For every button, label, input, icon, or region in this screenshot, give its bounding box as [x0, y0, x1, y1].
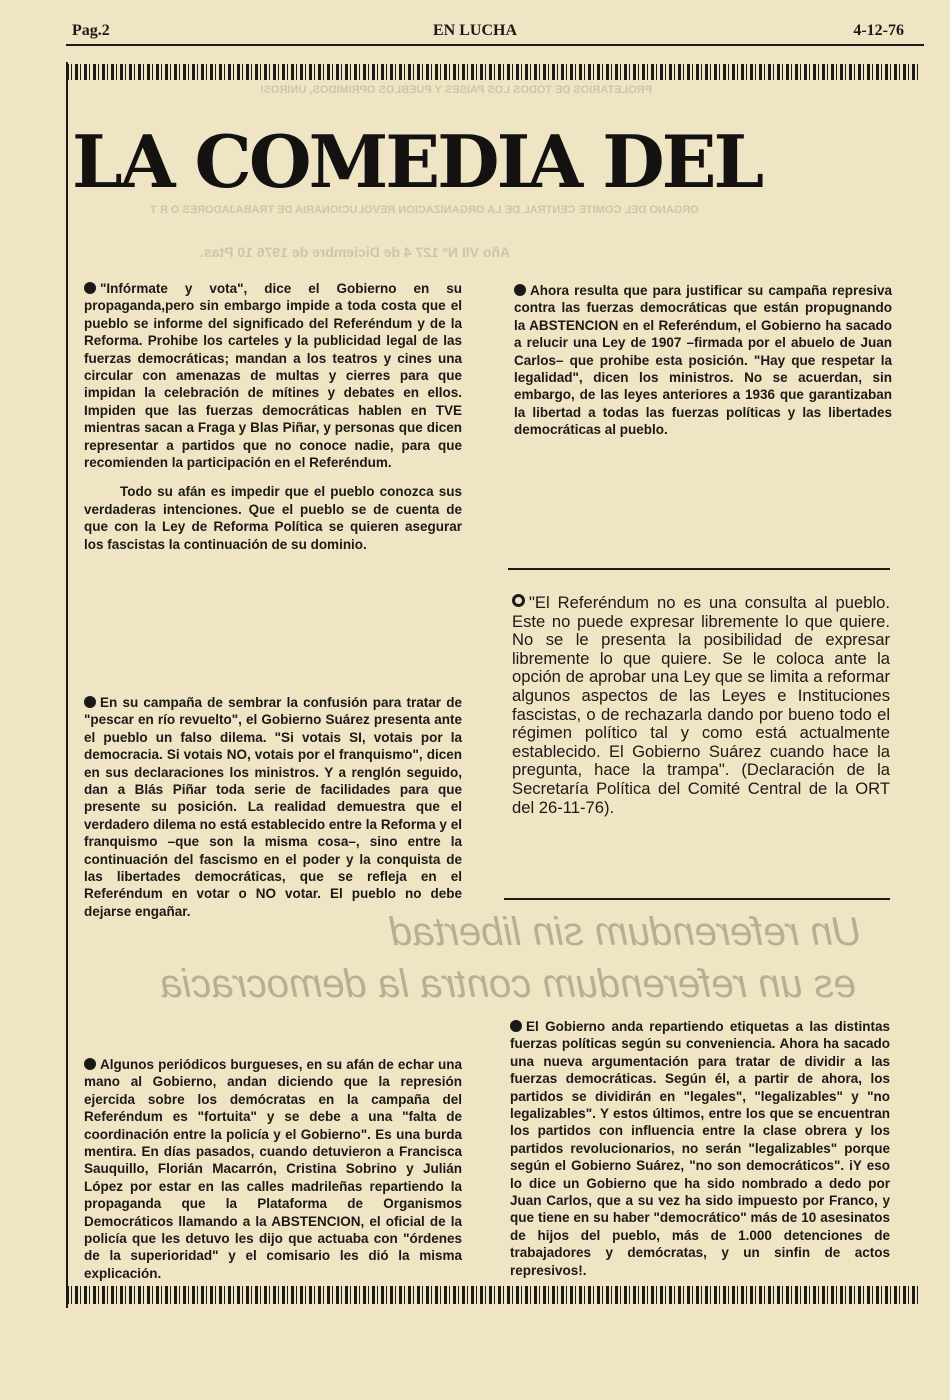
issue-date: 4-12-76: [853, 22, 904, 39]
ort-declaration-quote: [512, 594, 890, 817]
showthrough-slogan-1: Un referendum sin libertad: [390, 910, 862, 954]
article-etiquetas: [510, 1018, 890, 1279]
showthrough-masthead-line: PROLETARIOS DE TODOS LOS PAISES Y PUEBLOS OPRIMIDOS, UNIROS!: [260, 84, 652, 96]
article-ley-1907: [514, 282, 892, 439]
top-barcode-border: [66, 64, 920, 80]
bottom-barcode-border: [66, 1286, 920, 1304]
article-informate-p2: Todo su afán es impedir que el pueblo conozca sus verdaderas intenciones. Que el pueblo se de cuenta de que con la Ley de Reforma Política se quieren asegurar los fascistas la continuación de su dominio.: [84, 484, 462, 552]
article-informate: [84, 280, 462, 553]
bullet-icon: [84, 282, 96, 294]
article-ley-1907-text: Ahora resulta que para justificar su campaña represiva contra las fuerzas democráticas que están propugnando la ABSTENCION en el Referéndum, el Gobierno ha sacado a relucir una Ley de 1907 –firmada por el abuelo de Juan Carlos– que prohibe esta posición. "Hay que respetar la legalidad", dicen los ministros. No se acuerdan, sin embargo, de las leyes anteriores a 1936 que garantizaban la libertad a todas las fuerzas políticas y las libertades democráticas al pueblo.: [514, 283, 892, 438]
bullet-icon: [514, 284, 526, 296]
article-periodicos-text: Algunos periódicos burgueses, en su afán de echar una mano al Gobierno, andan diciendo que la represión ejercida sobre los demócratas en la campaña del Referéndum es "fortuita" y se debe a una "falta de coordinación entre la policía y el Gobierno". Es una burda mentira. En días pasados, cuando detuvieron a Francisca Sauquillo, Florián Macarrón, Cristina Sobrino y Julián López por estar en las calles madrileñas repartiendo la propaganda que la Plataforma de Organismos Democráticos llamando a la ABSTENCION, el oficial de la policía que les detuvo les dijo que actuaba con "órdenes de la superioridad" y el comisario les dió la misma explicación.: [84, 1057, 462, 1281]
bullet-icon: [84, 696, 96, 708]
quote-text: "El Referéndum no es una consulta al pueblo. Este no puede expresar libremente lo que quiere. No se le presenta la posibilidad de expresar libremente lo que quiere. Se le coloca ante la opción de aprobar una Ley que se limita a reformar algunos aspectos de las Leyes e Instituciones fascistas, o de rechazarla dando por bueno todo el régimen político tal y como está actualmente establecido. El Gobierno Suárez cuando hace la pregunta, hace la trampa". (Declaración de la Secretaría Política del Comité Central de la ORT del 26-11-76).: [512, 593, 890, 817]
article-informate-p1: "Infórmate y vota", dice el Gobierno en su propaganda,pero sin embargo impide a toda costa que el pueblo se informe del significado del Referéndum y de la Reforma. Prohibe los carteles y la publicidad legal de las fuerzas democráticas; mandan a los teatros y cines una circular con amenazas de multas y cierres para que impidan la celebración de mítines y debates en ellos. Impiden que las fuerzas democráticas hablen en TVE mientras sacan a Fraga y Blas Piñar, y personas que dicen representar a partidos que no conoce nadie, para que recomienden la participación en el Referéndum.: [84, 281, 462, 471]
showthrough-organ-line: ORGANO DEL COMITE CENTRAL DE LA ORGANIZACION REVOLUCIONARIA DE TRABAJADORES O R T: [150, 204, 699, 216]
header-rule: [66, 44, 924, 46]
article-falso-dilema-text: En su campaña de sembrar la confusión para tratar de "pescar en río revuelto", el Gobierno Suárez presenta ante el pueblo un falso dilema. "Si votais SI, votais por la democracia. Si votais NO, votais por el franquismo", dicen en sus declaraciones los ministros. Y a renglón seguido, dan a Blás Piñar toda serie de facilidades para que presente su posición. La realidad demuestra que el verdadero dilema no está establecido entre la Reforma y el franquismo –que son la misma cosa–, sino entre la continuación del fascismo en el poder y la conquista de las libertades democráticas, que se refleja en el Referéndum en votar o NO votar. El pueblo no debe dejarse engañar.: [84, 695, 462, 919]
bullet-icon: [510, 1020, 522, 1032]
showthrough-issue-line: Año VII Nº 127 4 de Diciembre de 1976 10 Ptas.: [200, 244, 511, 260]
publication-name: EN LUCHA: [432, 22, 517, 39]
headline: LA COMEDIA DEL: [72, 122, 762, 202]
bullet-icon: [84, 1058, 96, 1070]
page-number: Pag.2: [72, 22, 110, 39]
quote-bottom-rule: [504, 898, 890, 900]
article-falso-dilema: [84, 694, 462, 920]
article-periodicos: [84, 1056, 462, 1282]
article-etiquetas-text: El Gobierno anda repartiendo etiquetas a las distintas fuerzas políticas según su conveniencia. Ahora ha sacado una nueva argumentación para tratar de dividir a las fuerzas democráticas. Según él, a partir de ahora, los partidos se dividirán en "legales", "legalizables" y "no legalizables". Y estos últimos, entre los que se encuentran los partidos con influencia entre la clase obrera y los partidos revolucionarios, no serán "legalizables" porque según el Gobierno Suárez, "no son democráticos". iY eso lo dice un Gobierno que ha sido nombrado a dedo por Juan Carlos, que a su vez ha sido impuesto por Franco, y que tiene en su haber "democrático" más de 10 asesinatos de hijos del pueblo, más de 1.000 detenciones de trabajadores y demócratas, y un sinfin de actos represivos!.: [510, 1019, 890, 1278]
showthrough-slogan-2: es un referendum contra la democracia: [160, 962, 856, 1006]
quote-top-rule: [508, 568, 890, 570]
hollow-bullet-icon: [512, 594, 525, 607]
